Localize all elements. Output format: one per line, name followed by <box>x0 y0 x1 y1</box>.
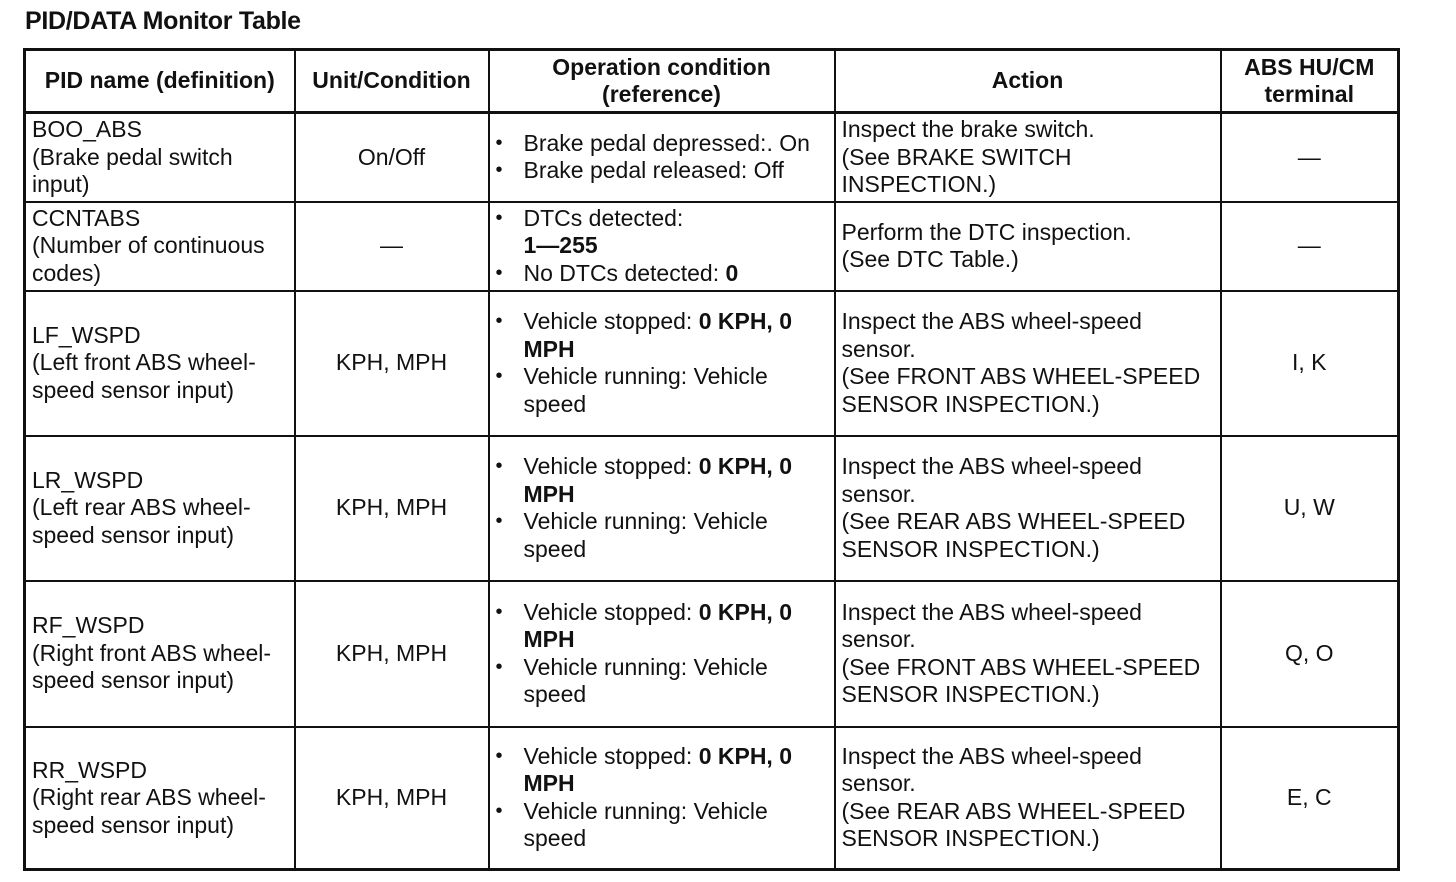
page-title: PID/DATA Monitor Table <box>25 7 301 35</box>
pid-definition: (Left front ABS wheel-speed sensor input) <box>32 349 256 403</box>
pid-name: CCNTABS <box>32 204 141 231</box>
operation-item: • No DTCs detected: 0 <box>496 260 828 288</box>
action-cell: Inspect the ABS wheel-speed sensor. (See REAR ABS WHEEL-SPEED SENSOR INSPECTION.) <box>835 727 1221 870</box>
table-row <box>25 581 1399 727</box>
operation-item: • Brake pedal released: Off <box>496 157 828 185</box>
terminal-cell: — <box>1221 113 1399 202</box>
pid-name: LR_WSPD <box>32 466 144 493</box>
pid-name: RR_WSPD <box>32 756 148 783</box>
table-row <box>25 291 1399 436</box>
action-cell: Inspect the ABS wheel-speed sensor. (See FRONT ABS WHEEL-SPEED SENSOR INSPECTION.) <box>835 581 1221 727</box>
pid-cell <box>25 436 295 581</box>
pid-cell <box>25 202 295 291</box>
table-row <box>25 202 1399 291</box>
pid-cell <box>25 581 295 727</box>
action-cell: Inspect the ABS wheel-speed sensor. (See FRONT ABS WHEEL-SPEED SENSOR INSPECTION.) <box>835 291 1221 436</box>
terminal-cell: — <box>1221 202 1399 291</box>
action-cell: Inspect the brake switch. (See BRAKE SWITCH INSPECTION.) <box>835 113 1221 202</box>
pid-definition: (Brake pedal switch input) <box>32 143 233 197</box>
operation-cell <box>489 113 835 202</box>
unit-cell: KPH, MPH <box>295 581 489 727</box>
unit-cell: KPH, MPH <box>295 291 489 436</box>
header-operation-line2: (reference) <box>602 81 721 107</box>
pid-definition: (Right rear ABS wheel-speed sensor input) <box>32 784 266 838</box>
operation-item: • Vehicle running: Vehicle speed <box>496 654 828 709</box>
table-row <box>25 113 1399 202</box>
header-operation-line1: Operation condition <box>552 53 771 80</box>
table-row <box>25 436 1399 581</box>
operation-cell <box>489 202 835 291</box>
action-cell: Perform the DTC inspection. (See DTC Table.) <box>835 202 1221 291</box>
pid-cell <box>25 727 295 870</box>
pid-name: LF_WSPD <box>32 321 141 348</box>
terminal-cell: U, W <box>1221 436 1399 581</box>
header-terminal-line1: ABS HU/CM <box>1244 53 1375 80</box>
pid-definition: (Number of continuous codes) <box>32 232 265 286</box>
header-unit-condition: Unit/Condition <box>295 50 489 113</box>
pid-name: BOO_ABS <box>32 116 142 142</box>
pid-definition: (Right front ABS wheel-speed sensor input) <box>32 639 272 694</box>
operation-cell <box>489 581 835 727</box>
header-terminal-line2: terminal <box>1264 81 1354 107</box>
pid-name: RF_WSPD <box>32 612 145 639</box>
unit-cell: On/Off <box>295 113 489 202</box>
operation-item: • Vehicle running: Vehicle speed <box>496 363 828 418</box>
operation-item: • Vehicle running: Vehicle speed <box>496 508 828 563</box>
pid-definition: (Left rear ABS wheel-speed sensor input) <box>32 494 251 548</box>
pid-data-monitor-table <box>23 48 1400 871</box>
operation-item: • Vehicle stopped: 0 KPH, 0 MPH <box>496 308 828 363</box>
operation-item: • DTCs detected: 1—255 <box>496 205 828 260</box>
operation-cell <box>489 436 835 581</box>
table-header-row <box>25 50 1399 113</box>
operation-item: • Brake pedal depressed:. On <box>496 130 828 158</box>
operation-cell <box>489 291 835 436</box>
action-cell: Inspect the ABS wheel-speed sensor. (See REAR ABS WHEEL-SPEED SENSOR INSPECTION.) <box>835 436 1221 581</box>
header-terminal <box>1221 50 1399 113</box>
operation-item: • Vehicle stopped: 0 KPH, 0 MPH <box>496 599 828 654</box>
terminal-cell: I, K <box>1221 291 1399 436</box>
operation-item: • Vehicle stopped: 0 KPH, 0 MPH <box>496 453 828 508</box>
header-operation-condition <box>489 50 835 113</box>
operation-item: • Vehicle running: Vehicle speed <box>496 798 828 853</box>
terminal-cell: E, C <box>1221 727 1399 870</box>
header-pid-name: PID name (definition) <box>25 50 295 113</box>
operation-cell <box>489 727 835 870</box>
unit-cell: KPH, MPH <box>295 436 489 581</box>
pid-cell <box>25 291 295 436</box>
unit-cell: KPH, MPH <box>295 727 489 870</box>
unit-cell: — <box>295 202 489 291</box>
header-action: Action <box>835 50 1221 113</box>
operation-item: • Vehicle stopped: 0 KPH, 0 MPH <box>496 743 828 798</box>
table-row <box>25 727 1399 870</box>
terminal-cell: Q, O <box>1221 581 1399 727</box>
pid-cell <box>25 113 295 202</box>
